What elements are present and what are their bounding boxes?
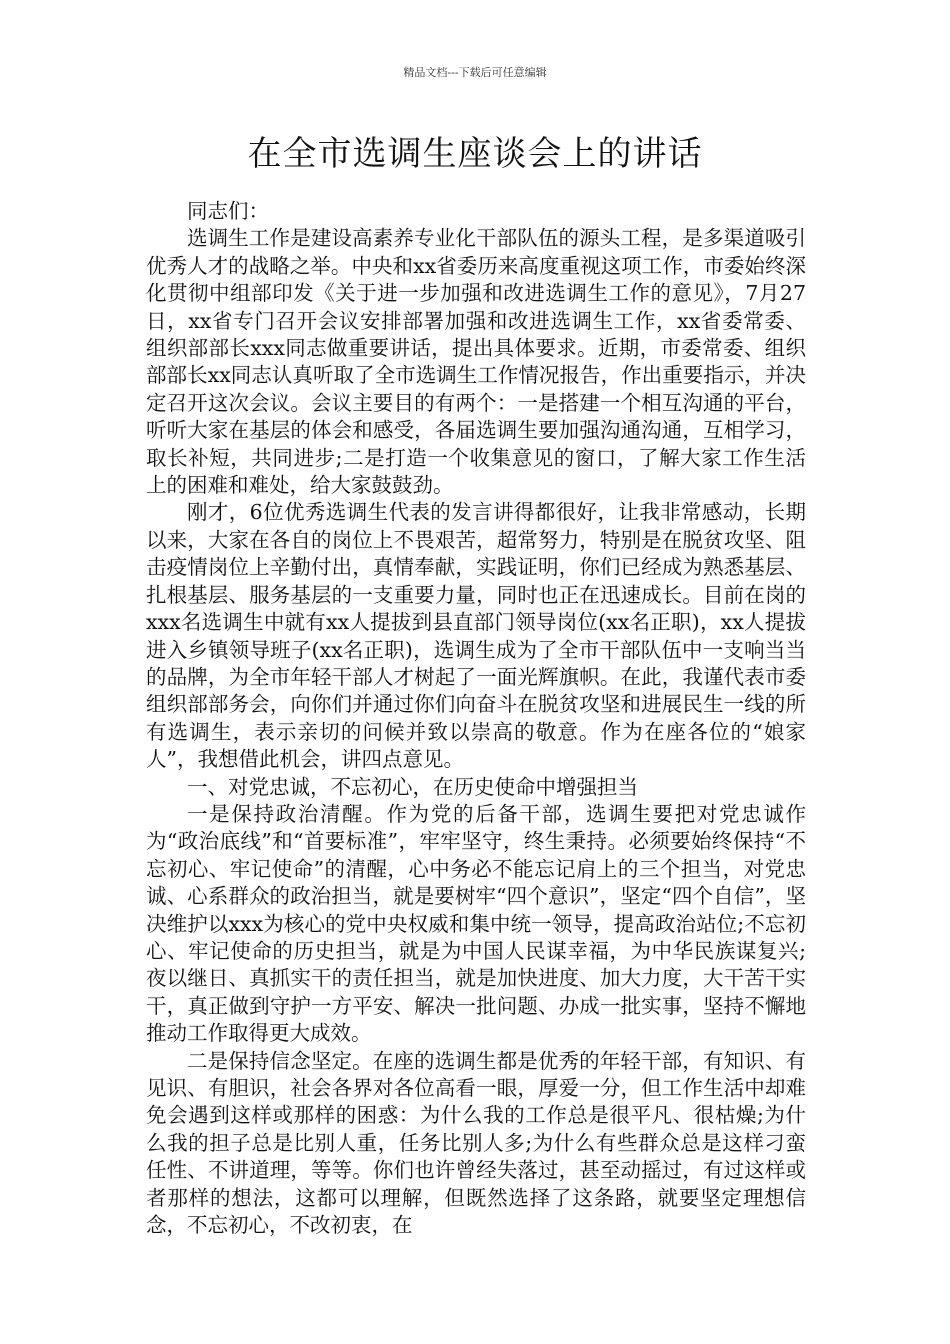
paragraph-praise: 刚才，6位优秀选调生代表的发言讲得都很好，让我非常感动，长期以来，大家在各自的岗位上不畏艰苦，超常努力，特别是在脱贫攻坚、阻击疫情岗位上辛勤付出，真情奉献，实践证明，你们已经成为熟悉基层、扎根基层、服务基层的一支重要力量，同时也正在迅速成长。目前在岗的xxx名选调生中就有xx人提拔到县直部门领导岗位(xx名正职)，xx人提拔进入乡镇领导班子(xx名正职)，选调生成为了全市干部队伍中一支响当当的品牌，为全市年轻干部人才树起了一面光辉旗帜。在此，我谨代表市委组织部部务会，向你们并通过你们向奋斗在脱贫攻坚和进展民生一线的所有选调生，表示亲切的问候并致以崇高的敬意。作为在座各位的“娘家人”，我想借此机会，讲四点意见。	[146, 500, 806, 772]
paragraph-intro: 选调生工作是建设高素养专业化干部队伍的源头工程，是多渠道吸引优秀人才的战略之举。中央和xx省委历来高度重视这项工作，市委始终深化贯彻中组部印发《关于进一步加强和改进选调生工作的意见》，7月27日，xx省专门召开会议安排部署加强和改进选调生工作，xx省委常委、组织部部长xxx同志做重要讲话，提出具体要求。近期，市委常委、组织部部长xx同志认真听取了全市选调生工作情况报告，作出重要指示，并决定召开这次会议。会议主要目的有两个：一是搭建一个相互沟通的平台，听听大家在基层的体会和感受，各届选调生要加强沟通沟通，互相学习，取长补短，共同进步;二是打造一个收集意见的窗口，了解大家工作生活上的困难和难处，给大家鼓鼓劲。	[146, 226, 806, 498]
page-title: 在全市选调生座谈会上的讲话	[247, 134, 703, 174]
header-note: 精品文档---下载后可任意编辑	[403, 66, 547, 79]
paragraph-firm-belief: 二是保持信念坚定。在座的选调生都是优秀的年轻干部，有知识、有见识、有胆识，社会各界对各位高看一眼，厚爱一分，但工作生活中却难免会遇到这样或那样的困惑：为什么我的工作总是很平凡、很枯燥;为什么我的担子总是比别人重，任务比别人多;为什么有些群众总是这样刁蛮任性、不讲道理，等等。你们也许曾经失落过，甚至动摇过，有过这样或者那样的想法，这都可以理解，但既然选择了这条路，就要坚定理想信念，不忘初心，不改初衷，在	[146, 1048, 806, 1238]
paragraph-political-clarity: 一是保持政治清醒。作为党的后备干部，选调生要把对党忠诚作为“政治底线”和“首要标准”，牢牢坚守，终生秉持。必须要始终保持“不忘初心、牢记使命”的清醒，心中务必不能忘记肩上的三个担当，对党忠诚、心系群众的政治担当，就是要树牢“四个意识”，坚定“四个自信”，坚决维护以xxx为核心的党中央权威和集中统一领导，提高政治站位;不忘初心、牢记使命的历史担当，就是为中国人民谋幸福，为中华民族谋复兴;夜以继日、真抓实干的责任担当，就是加快进度、加大力度，大干苦干实干，真正做到守护一方平安、解决一批问题、办成一批实事，坚持不懈地推动工作取得更大成效。	[146, 801, 806, 1046]
paragraph-salutation: 同志们：	[187, 199, 269, 223]
section-heading-1: 一、对党忠诚，不忘初心，在历史使命中增强担当	[187, 774, 638, 799]
document-body	[146, 198, 806, 1239]
